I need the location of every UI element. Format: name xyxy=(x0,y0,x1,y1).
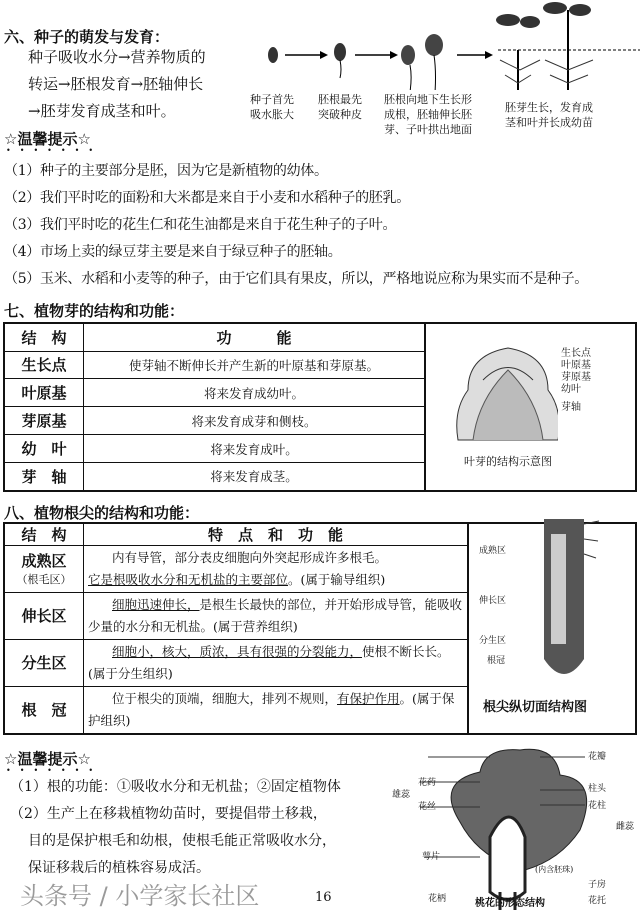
seed-germination-illustration xyxy=(250,0,640,90)
root-tip-diagram xyxy=(524,514,604,684)
label: 萼片 xyxy=(422,852,441,862)
text-line: 转运→胚根发育→胚轴伸长 xyxy=(28,75,204,93)
emphasis-dots: ••••••• xyxy=(6,766,103,775)
structure-name: 叶原基 xyxy=(4,379,84,407)
label: 花托 xyxy=(588,896,607,906)
section8-title: 八、植物根尖的结构和功能： xyxy=(4,504,200,522)
tip-item: （1）根的功能：①吸收水分和无机盐；②固定植物体 xyxy=(10,779,341,795)
tip-item: （1）种子的主要部分是胚，因为它是新植物的幼体。 xyxy=(4,163,328,179)
label: 花柱 xyxy=(588,801,607,811)
tip-item: 保证移栽后的植株容易成活。 xyxy=(28,860,210,876)
structure-name: 幼 叶 xyxy=(4,435,84,463)
watermark: 头条号 / 小学家长社区 xyxy=(20,882,260,910)
tip-item: 目的是保护根毛和幼根，使根毛能正常吸收水分， xyxy=(28,833,336,849)
flower-figure xyxy=(390,742,640,910)
bud-figure-labels: 生长点 叶原基 芽原基 幼叶 芽轴 xyxy=(561,348,591,413)
header-features: 特 点 和 功 能 xyxy=(84,523,469,546)
structure-function: 将来发育成芽和侧枝。 xyxy=(84,407,426,435)
tips2-title: ☆温馨提示☆ xyxy=(4,750,91,768)
structure-name: 生长点 xyxy=(4,351,84,379)
header-structure: 结 构 xyxy=(4,523,84,546)
tip-item: （3）我们平时吃的花生仁和花生油都是来自于花生种子的子叶。 xyxy=(4,217,397,233)
zone-description: 位于根尖的顶端，细胞大，排列不规则，有保护作用。(属于保护组织) xyxy=(84,686,469,734)
structure-function: 使芽轴不断伸长并产生新的叶原基和芽原基。 xyxy=(84,351,426,379)
section6-text xyxy=(28,44,206,125)
tips2-list xyxy=(10,774,341,882)
header-function: 功 能 xyxy=(84,323,426,351)
root-figure-cell xyxy=(468,523,636,734)
structure-name: 芽原基 xyxy=(4,407,84,435)
caption-2: 胚根最先 突破种皮 xyxy=(318,93,362,121)
bud-figure-caption: 叶芽的结构示意图 xyxy=(464,455,552,468)
label: 成熟区 xyxy=(479,546,507,556)
label: 分生区 xyxy=(479,636,507,646)
root-figure-caption: 根尖纵切面结构图 xyxy=(483,700,588,715)
structure-function: 将来发育成叶。 xyxy=(84,435,426,463)
zone-name: 成熟区 （根毛区） xyxy=(4,546,84,593)
label: 柱头 xyxy=(588,784,607,794)
label: 花丝 xyxy=(418,802,437,812)
tip-item: （5）玉米、水稻和小麦等的种子，由于它们具有果皮，所以，严格地说应称为果实而不是种子。 xyxy=(4,271,589,287)
label: 雄蕊 xyxy=(392,790,411,800)
label: 子房 xyxy=(588,880,607,890)
label: 伸长区 xyxy=(479,596,507,606)
label: 雌蕊 xyxy=(616,822,635,832)
zone-name: 分生区 xyxy=(4,639,84,686)
label: 花柄 xyxy=(428,894,447,904)
header-structure: 结 构 xyxy=(4,323,84,351)
root-tip-table xyxy=(3,522,637,735)
tip-item: （2）生产上在移栽植物幼苗时，要提倡带土移栽， xyxy=(10,806,327,822)
zone-name: 伸长区 xyxy=(4,592,84,639)
section7-title: 七、植物芽的结构和功能： xyxy=(4,302,185,320)
label: 根冠 xyxy=(487,656,506,666)
caption-1: 种子首先 吸水胀大 xyxy=(250,93,294,121)
zone-description: 细胞小，核大，质浓，具有很强的分裂能力，使根不断长长。(属于分生组织) xyxy=(84,639,469,686)
tips1-list xyxy=(4,158,588,293)
structure-function: 将来发育成茎。 xyxy=(84,462,426,491)
leaf-bud-diagram xyxy=(438,340,558,450)
tips1-title: ☆温馨提示☆ xyxy=(4,130,91,148)
structure-name: 芽 轴 xyxy=(4,462,84,491)
tip-item: （2）我们平时吃的面粉和大米都是来自于小麦和水稻种子的胚乳。 xyxy=(4,190,410,206)
tip-item: （4）市场上卖的绿豆芽主要是来自于绿豆种子的胚轴。 xyxy=(4,244,342,260)
text-line: →胚芽发育成茎和叶。 xyxy=(28,102,176,120)
label: 花瓣 xyxy=(588,752,607,762)
label: (内含胚珠) xyxy=(535,865,574,874)
emphasis-dots: ••••••• xyxy=(6,146,103,155)
label: 花药 xyxy=(418,778,437,788)
flower-caption: 桃花的形态结构 xyxy=(475,898,545,909)
caption-3: 胚根向地下生长形 成根，胚轴伸长胚 芽、子叶拱出地面 xyxy=(384,93,472,136)
page-number: 16 xyxy=(315,890,332,905)
section6-title: 六、种子的萌发与发育： xyxy=(4,28,170,46)
zone-name: 根 冠 xyxy=(4,686,84,734)
zone-description: 细胞迅速伸长，是根生长最快的部位，并开始形成导管，能吸收少量的水分和无机盐。(属于营养组织) xyxy=(84,592,469,639)
text-line: 种子吸收水分→营养物质的 xyxy=(28,48,206,66)
zone-description: 内有导管，部分表皮细胞向外突起形成许多根毛。 它是根吸收水分和无机盐的主要部位。(属于输导组织) xyxy=(84,546,469,593)
caption-4: 胚芽生长，发育成 茎和叶并长成幼苗 xyxy=(505,101,593,129)
bud-figure-cell xyxy=(425,323,636,491)
structure-function: 将来发育成幼叶。 xyxy=(84,379,426,407)
bud-structure-table xyxy=(3,322,637,492)
